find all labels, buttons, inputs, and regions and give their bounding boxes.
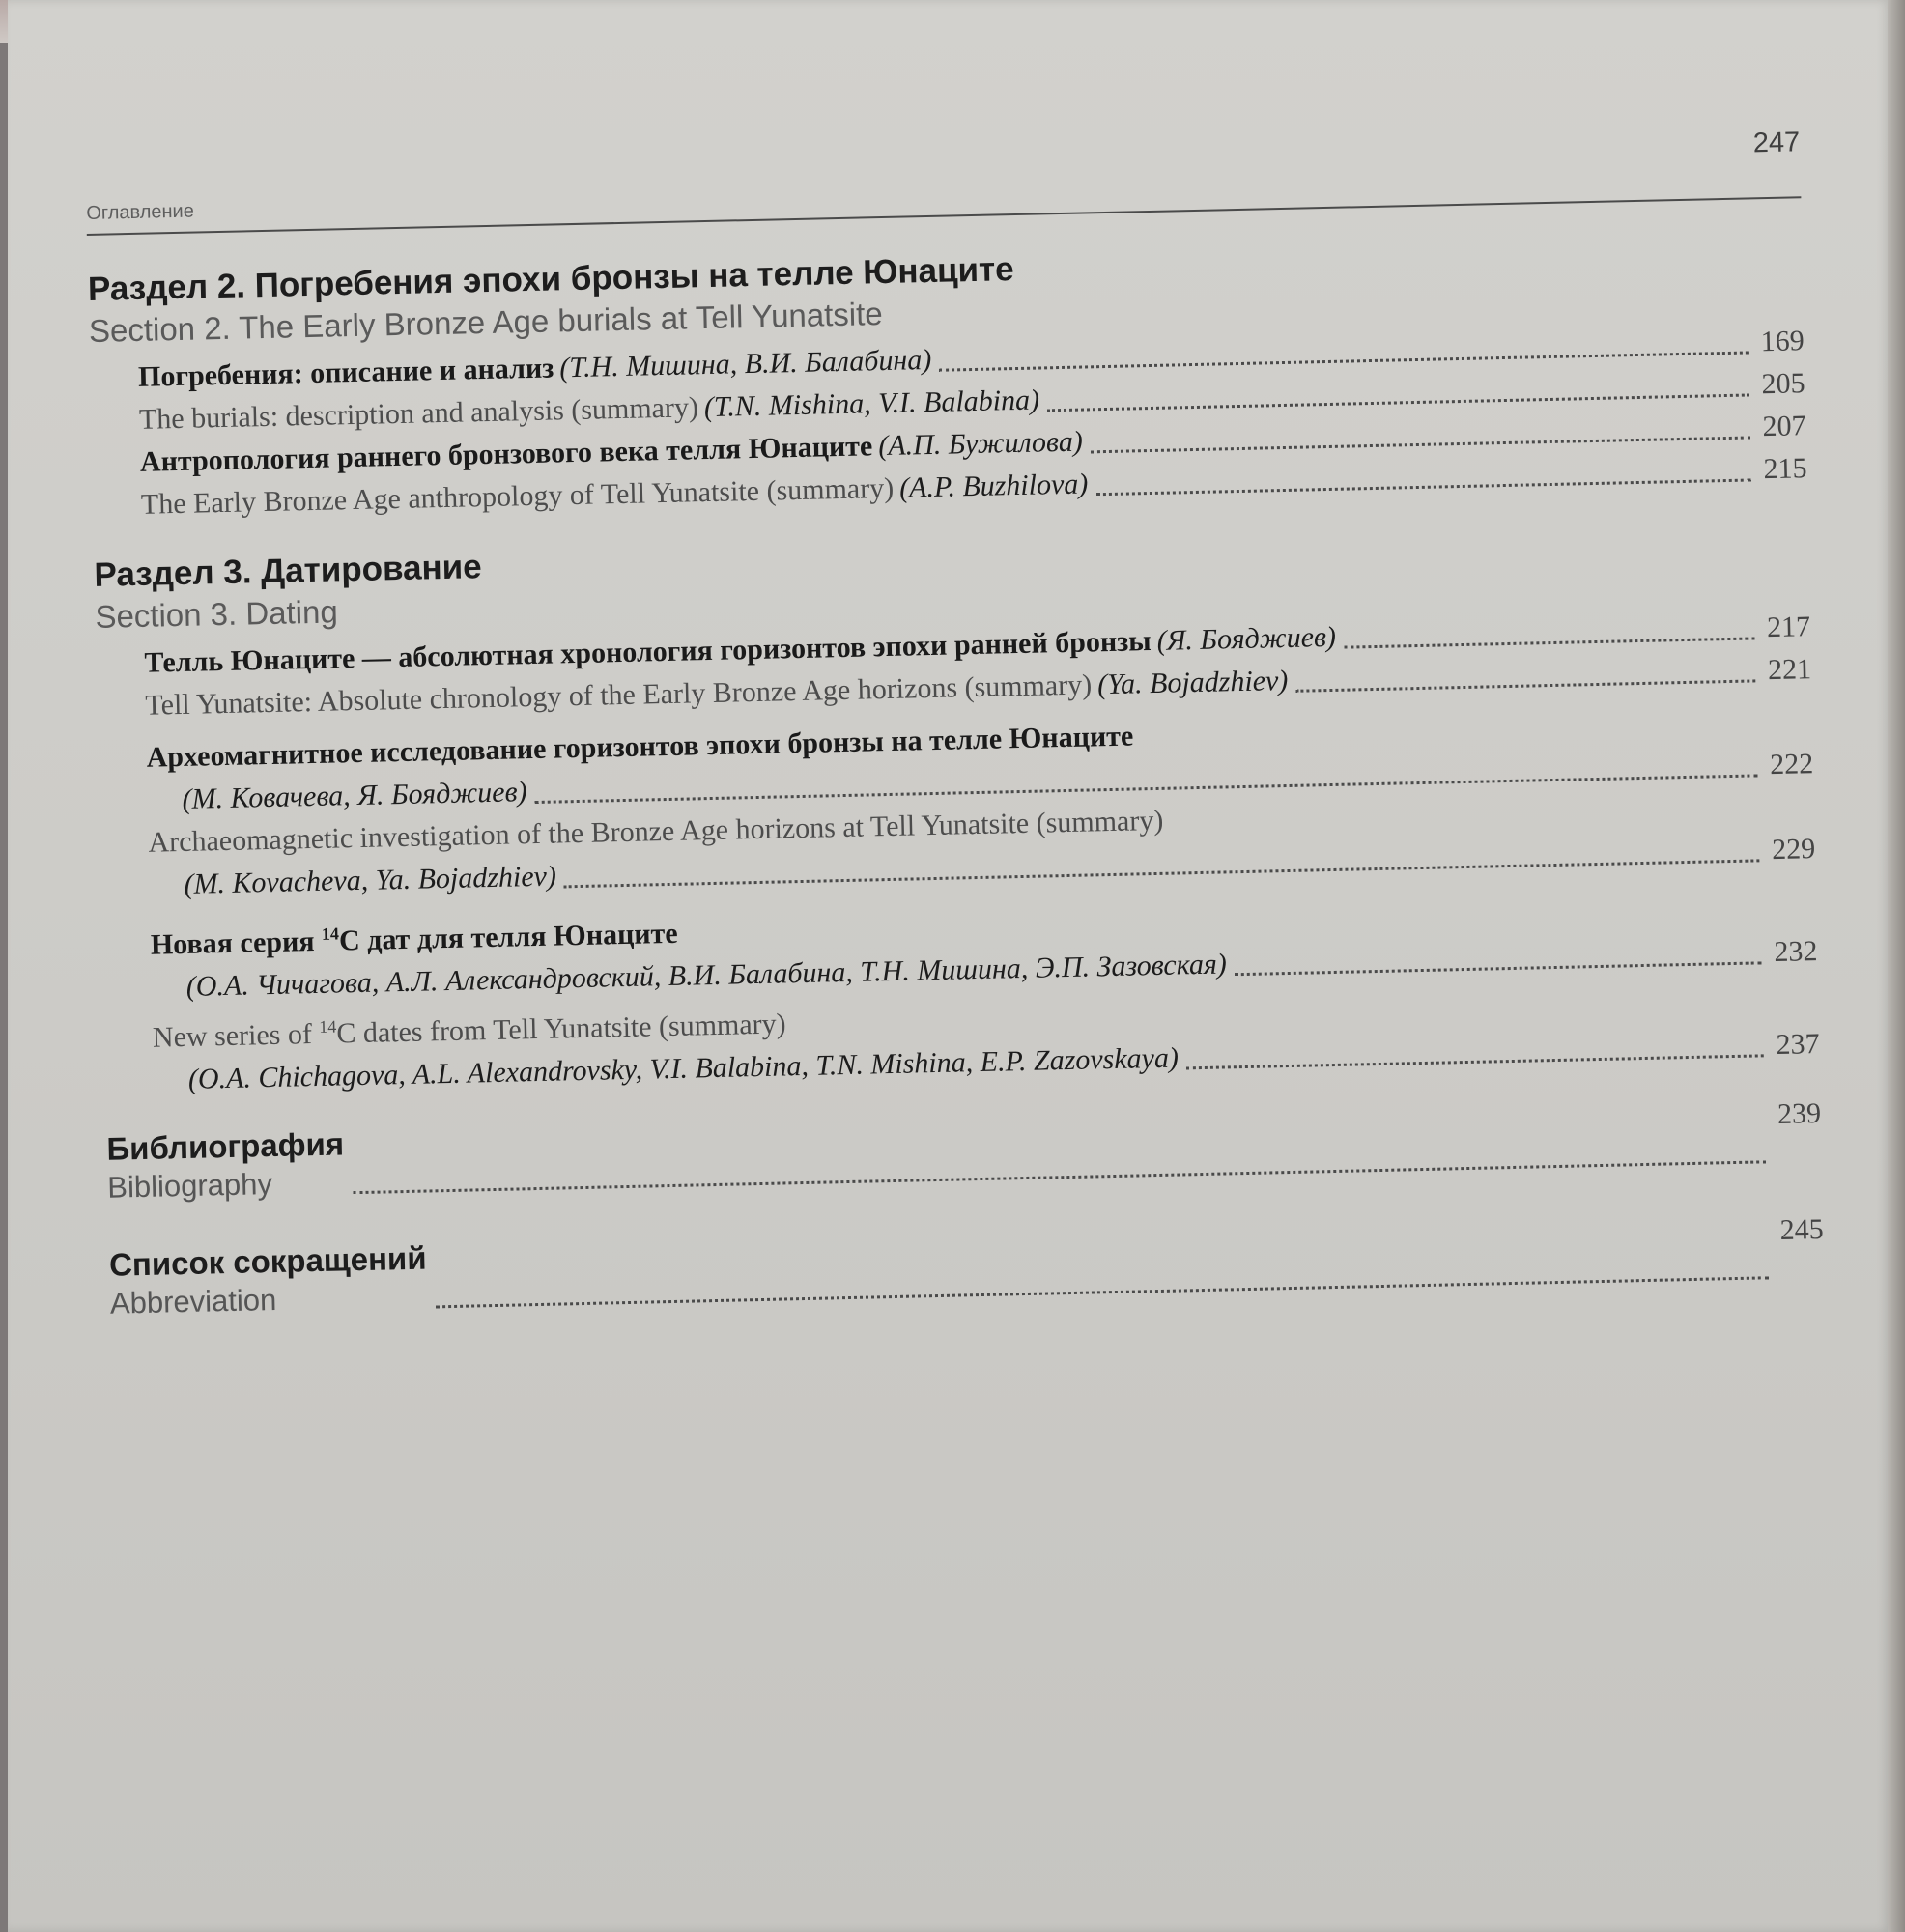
entry-page: 217 xyxy=(1766,611,1811,644)
entry-page: 207 xyxy=(1762,410,1806,443)
leader-dots xyxy=(436,1276,1769,1308)
leader-dots xyxy=(1096,478,1751,496)
leader-dots xyxy=(1186,1054,1764,1069)
section-title-en: Section 3. Dating xyxy=(95,593,339,635)
entry-authors: (O.A. Chichagova, A.L. Alexandrovsky, V.I. Balabina, T.N. Mishina, E.P. Zazovskaya) xyxy=(187,1041,1180,1095)
entry-authors: (Ya. Bojadzhiev) xyxy=(1096,664,1289,701)
page-number: 247 xyxy=(1752,127,1801,159)
entry-title: Погребения: описание и анализ xyxy=(137,352,554,393)
entry-title: Антропология раннего бронзового века телля Юнаците xyxy=(139,430,873,478)
header-rule xyxy=(87,196,1802,236)
entry-page: 245 xyxy=(1779,1213,1825,1246)
back-title-en: Bibliography xyxy=(106,1167,273,1205)
entry-page: 205 xyxy=(1761,367,1805,401)
entry-authors: (О.А. Чичагова, А.Л. Александровский, В.И. Балабина, Т.Н. Мишина, Э.П. Зазовская) xyxy=(185,948,1228,1003)
section-2 xyxy=(88,231,1807,527)
entry-page: 229 xyxy=(1771,833,1816,867)
entry-page: 169 xyxy=(1760,325,1805,358)
entry-title: Tell Yunatsite: Absolute chronology of the Early Bronze Age horizons (summary) xyxy=(145,668,1093,722)
page-right-edge xyxy=(1888,0,1905,1932)
bibliography-entry[interactable] xyxy=(106,1093,1822,1208)
book-page xyxy=(8,0,1891,1932)
leader-dots xyxy=(1235,961,1762,976)
table-of-contents xyxy=(88,231,1825,1322)
entry-title: Телль Юнаците — абсолютная хронология горизонтов эпохи ранней бронзы xyxy=(144,625,1152,679)
section-title-ru: Раздел 2. Погребения эпохи бронзы на телле Юнаците xyxy=(87,250,1015,308)
entry-title: Новая серия $^{14}$С дат для телля Юнаците xyxy=(150,917,678,961)
entry-page: 221 xyxy=(1767,653,1812,687)
entry-page: 232 xyxy=(1774,935,1818,969)
leader-dots xyxy=(1344,637,1754,648)
entry-title: The Early Bronze Age anthropology of Tell Yunatsite (summary) xyxy=(140,471,895,521)
leader-dots xyxy=(353,1160,1766,1194)
entry-title: The burials: description and analysis (summary) xyxy=(138,391,699,436)
back-title-en: Abbreviation xyxy=(109,1282,277,1321)
running-head: Оглавление xyxy=(86,200,195,224)
back-title-ru: Список сокращений xyxy=(108,1239,427,1283)
entry-title: New series of $^{14}$C dates from Tell Yunatsite (summary) xyxy=(152,1008,786,1054)
toc-content xyxy=(85,117,1825,1321)
section-title-en: Section 2. The Early Bronze Age burials at Tell Yunatsite xyxy=(88,296,884,349)
section-title-ru: Раздел 3. Датирование xyxy=(94,548,483,594)
entry-page: 222 xyxy=(1769,748,1814,781)
entry-authors: (М. Ковачева, Я. Бояджиев) xyxy=(182,776,527,815)
entry-page: 237 xyxy=(1776,1028,1820,1062)
back-title-ru: Библиография xyxy=(106,1125,345,1167)
entry-authors: (T.N. Mishina, V.I. Balabina) xyxy=(703,384,1040,424)
entry-authors: (Я. Бояджиев) xyxy=(1156,620,1337,657)
abbreviation-entry[interactable] xyxy=(109,1208,1825,1323)
section-3 xyxy=(94,517,1820,1103)
entry-page: 215 xyxy=(1763,452,1807,486)
entry-authors: (A.P. Buzhilova) xyxy=(898,468,1089,504)
entry-authors: (M. Kovacheva, Ya. Bojadzhiev) xyxy=(184,860,557,900)
entry-title: Археомагнитное исследование горизонтов эпохи бронзы на телле Юнаците xyxy=(146,720,1134,774)
entry-title: Archaeomagnetic investigation of the Bronze Age horizons at Tell Yunatsite (summary) xyxy=(148,804,1164,859)
entry-authors: (А.П. Бужилова) xyxy=(877,425,1084,463)
leader-dots xyxy=(1296,679,1756,692)
entry-page: 239 xyxy=(1777,1097,1822,1131)
entry-authors: (Т.Н. Мишина, В.И. Балабина) xyxy=(558,343,932,384)
